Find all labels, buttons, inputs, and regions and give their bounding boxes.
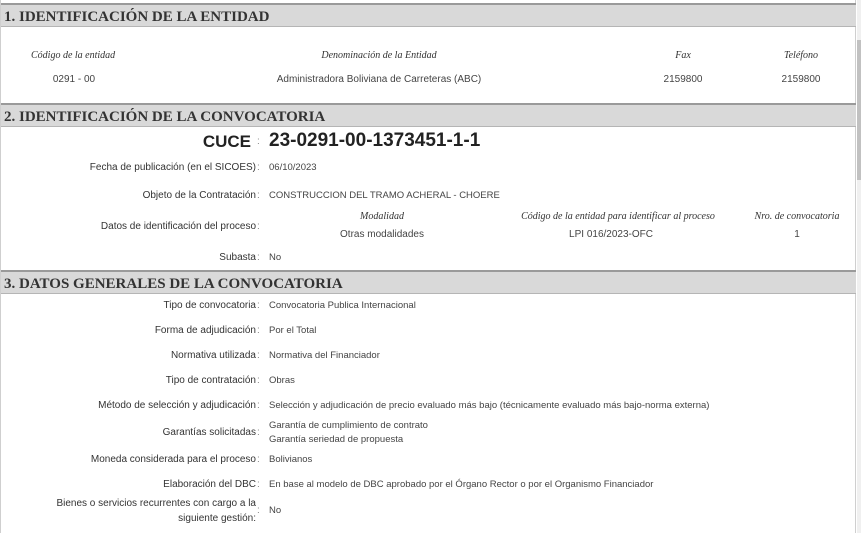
colon: : xyxy=(257,375,260,386)
colon: : xyxy=(257,350,260,361)
currency-label: Moneda considerada para el proceso xyxy=(90,454,256,465)
colon: : xyxy=(257,400,260,411)
section-header-call: 2. IDENTIFICACIÓN DE LA CONVOCATORIA xyxy=(1,103,856,127)
phone-value: 2159800 xyxy=(781,74,821,85)
entity-name-header: Denominación de la Entidad xyxy=(321,50,437,61)
contract-object-label: Objeto de la Contratación xyxy=(142,190,256,201)
publication-date-value: 06/10/2023 xyxy=(269,162,317,173)
entity-code-header: Código de la entidad xyxy=(31,50,116,61)
vertical-scrollbar[interactable] xyxy=(857,0,861,533)
scrollbar-thumb[interactable] xyxy=(857,40,861,180)
award-form-value: Por el Total xyxy=(269,325,317,336)
call-number-header: Nro. de convocatoria xyxy=(754,211,840,222)
cuce-value: 23-0291-00-1373451-1-1 xyxy=(269,130,481,151)
publication-date-label: Fecha de publicación (en el SICOES) xyxy=(89,162,256,173)
section-header-entity: 1. IDENTIFICACIÓN DE LA ENTIDAD xyxy=(1,3,856,27)
contract-object-value: CONSTRUCCION DEL TRAMO ACHERAL - CHOERE xyxy=(269,190,500,201)
colon: : xyxy=(257,162,260,173)
contract-type-label: Tipo de contratación xyxy=(165,375,256,386)
recurrent-goods-label-line1: Bienes o servicios recurrentes con cargo a la xyxy=(56,498,256,509)
fax-header: Fax xyxy=(675,50,691,61)
recurrent-goods-value: No xyxy=(269,505,282,516)
colon: : xyxy=(257,252,260,263)
colon: : xyxy=(257,300,260,311)
cuce-label: CUCE xyxy=(202,132,251,151)
entity-code-value: 0291 - 00 xyxy=(52,74,96,85)
guarantee-item: Garantía de cumplimiento de contrato xyxy=(269,420,428,431)
recurrent-goods-label-line2: siguiente gestión: xyxy=(178,513,256,524)
regulation-label: Normativa utilizada xyxy=(170,350,256,361)
dbc-label: Elaboración del DBC xyxy=(163,479,256,490)
guarantee-item: Garantía seriedad de propuesta xyxy=(269,434,404,445)
call-type-label: Tipo de convocatoria xyxy=(163,300,256,311)
auction-label: Subasta xyxy=(219,252,256,263)
entity-name-value: Administradora Boliviana de Carreteras (ABC) xyxy=(276,74,482,85)
process-code-value: LPI 016/2023-OFC xyxy=(569,229,653,240)
currency-value: Bolivianos xyxy=(269,454,313,465)
process-data-label: Datos de identificación del proceso xyxy=(100,221,256,232)
contract-type-value: Obras xyxy=(269,375,295,386)
colon: : xyxy=(257,505,260,516)
selection-method-label: Método de selección y adjudicación xyxy=(98,400,256,411)
colon: : xyxy=(257,479,260,490)
colon: : xyxy=(257,427,260,438)
award-form-label: Forma de adjudicación xyxy=(154,325,256,336)
selection-method-value: Selección y adjudicación de precio evaluado más bajo (técnicamente evaluado más bajo-norma externa) xyxy=(269,400,710,411)
colon: : xyxy=(257,190,260,201)
phone-header: Teléfono xyxy=(783,50,819,61)
section-header-general-data: 3. DATOS GENERALES DE LA CONVOCATORIA xyxy=(1,270,856,294)
modality-value: Otras modalidades xyxy=(340,229,424,240)
fax-value: 2159800 xyxy=(663,74,703,85)
colon: : xyxy=(257,221,260,232)
regulation-value: Normativa del Financiador xyxy=(269,350,380,361)
guarantees-label: Garantías solicitadas xyxy=(162,427,256,438)
modality-header: Modalidad xyxy=(360,211,404,222)
call-type-value: Convocatoria Publica Internacional xyxy=(269,300,416,311)
process-code-header: Código de la entidad para identificar al proceso xyxy=(521,211,715,222)
colon: : xyxy=(257,325,260,336)
auction-value: No xyxy=(269,252,282,263)
call-number-value: 1 xyxy=(794,229,800,240)
colon: : xyxy=(257,136,260,147)
colon: : xyxy=(257,454,260,465)
dbc-value: En base al modelo de DBC aprobado por el Órgano Rector o por el Organismo Financiador xyxy=(269,479,654,490)
